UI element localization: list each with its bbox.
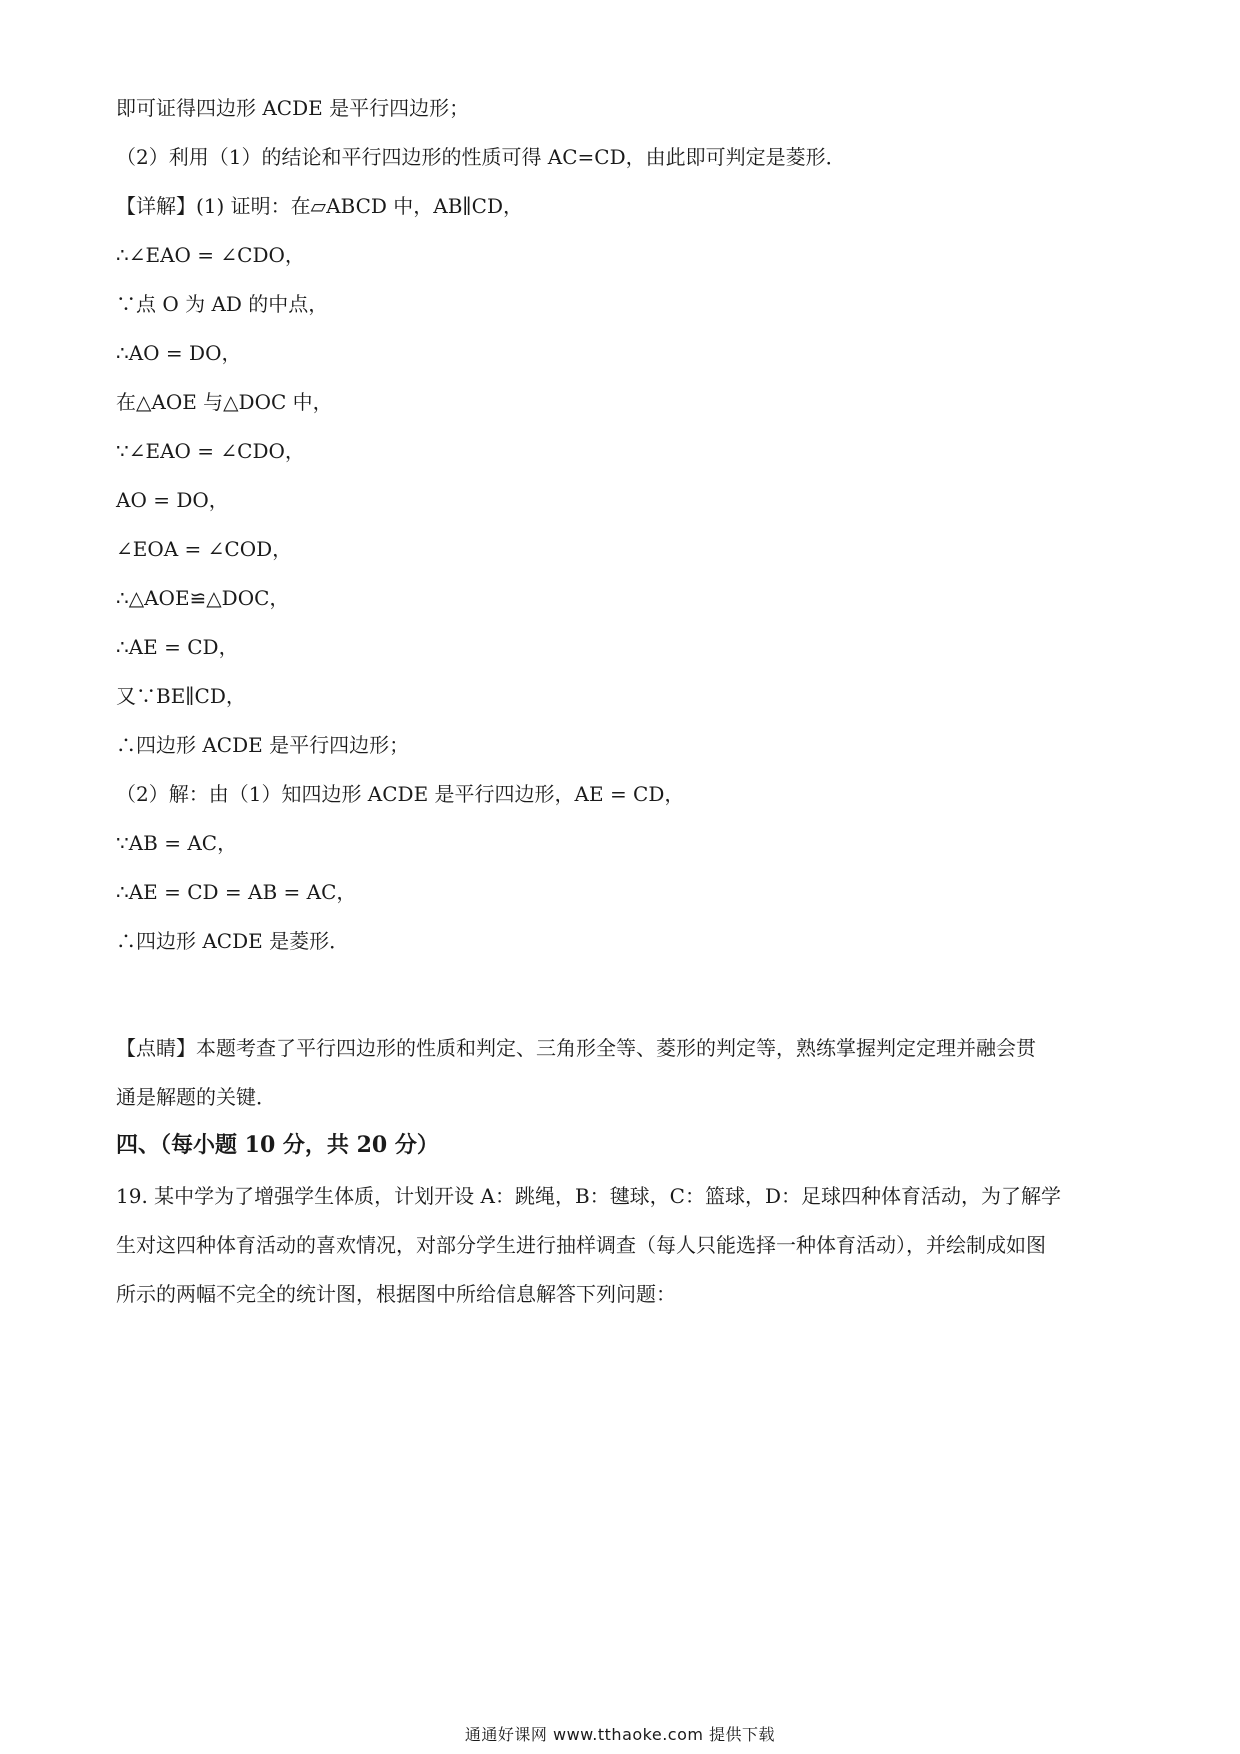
solution-line-5: ∵点 O 为 AD 的中点，: [116, 292, 329, 316]
solution-line-14: ∴四边形 ACDE 是平行四边形；: [116, 733, 410, 757]
solution-line-6: ∴AO = DO，: [116, 341, 242, 365]
solution-line-8: ∵∠EAO = ∠CDO，: [116, 439, 305, 463]
solution-line-11: ∴△AOE≌△DOC，: [116, 586, 290, 610]
section-heading: 四、（每小题 10 分，共 20 分）: [116, 1132, 439, 1158]
question-line-3: 所示的两幅不完全的统计图，根据图中所给信息解答下列问题：: [116, 1282, 676, 1306]
solution-line-17: ∴AE = CD = AB = AC，: [116, 880, 357, 904]
solution-line-9: AO = DO，: [116, 488, 229, 512]
solution-line-1: 即可证得四边形 ACDE 是平行四边形；: [116, 96, 470, 120]
solution-line-2: （2）利用（1）的结论和平行四边形的性质可得 AC=CD，由此即可判定是菱形．: [116, 145, 846, 169]
solution-line-10: ∠EOA = ∠COD，: [116, 537, 293, 561]
solution-line-4: ∴∠EAO = ∠CDO，: [116, 243, 305, 267]
solution-line-15: （2）解：由（1）知四边形 ACDE 是平行四边形，AE = CD，: [116, 782, 685, 806]
solution-line-7: 在△AOE 与△DOC 中，: [116, 390, 333, 414]
solution-line-16: ∵AB = AC，: [116, 831, 238, 855]
solution-line-18: ∴四边形 ACDE 是菱形．: [116, 929, 350, 953]
page-footer: 通通好课网 www.tthaoke.com 提供下载: [464, 1725, 776, 1744]
question-line-1: 19. 某中学为了增强学生体质，计划开设 A：跳绳，B：毽球，C：篮球，D：足球四种体育活动，为了解学: [116, 1184, 1061, 1208]
question-line-2: 生对这四种体育活动的喜欢情况，对部分学生进行抽样调查（每人只能选择一种体育活动），并绘制成如图: [116, 1233, 1046, 1257]
comment-line-2: 通是解题的关键．: [116, 1085, 276, 1109]
solution-line-13: 又∵BE∥CD，: [116, 684, 246, 708]
comment-line-1: 【点睛】本题考查了平行四边形的性质和判定、三角形全等、菱形的判定等，熟练掌握判定定理并融会贯: [116, 1036, 1036, 1060]
solution-line-12: ∴AE = CD，: [116, 635, 239, 659]
solution-line-3: 【详解】(1) 证明：在▱ABCD 中，AB∥CD，: [116, 194, 523, 218]
